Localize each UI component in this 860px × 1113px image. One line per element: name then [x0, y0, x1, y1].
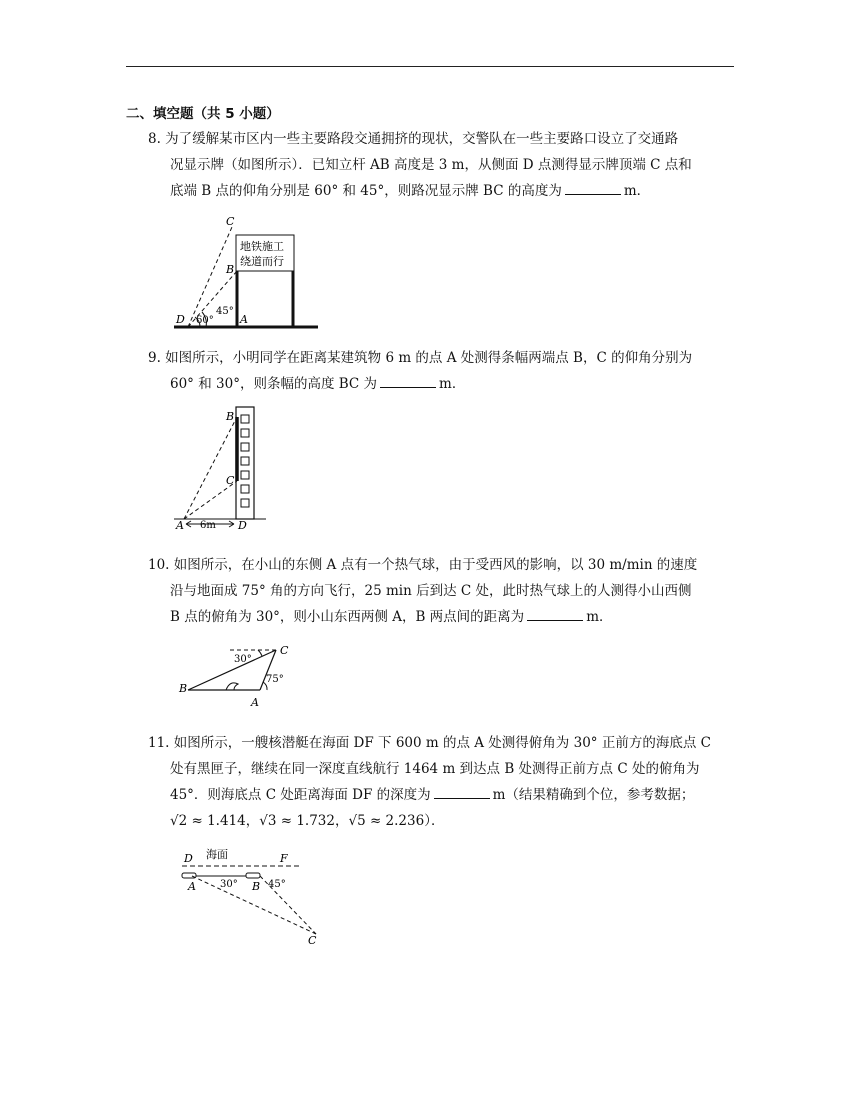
label-angle-45: 45°: [268, 879, 286, 890]
label-angle-45: 45°: [216, 306, 234, 317]
figure-q9: [170, 403, 270, 533]
question-9: [148, 345, 736, 397]
label-a: A: [251, 696, 259, 709]
answer-blank-q11[interactable]: [434, 786, 490, 799]
header-rule: [126, 66, 734, 67]
q8-line3-unit: m．: [623, 183, 651, 199]
label-b: B: [179, 682, 188, 695]
label-b: B: [226, 263, 235, 276]
q9-line2-unit: m．: [439, 376, 466, 392]
label-b: B: [226, 410, 235, 423]
sign-text-2: 绕道而行: [240, 255, 284, 268]
question-11: [148, 730, 736, 834]
q10-line3-text: B 点的俯角为 30°，则小山东西两侧 A，B 两点间的距离为: [170, 609, 525, 625]
figure-q11: [178, 846, 317, 951]
label-c: C: [226, 215, 235, 228]
label-d: D: [238, 519, 247, 532]
label-c: C: [226, 474, 235, 487]
q11-line4: √2 ≈ 1.414，√3 ≈ 1.732，√5 ≈ 2.236）．: [170, 813, 445, 829]
label-d: D: [176, 313, 185, 326]
hill-shape: [226, 683, 238, 690]
sightline-ab: [184, 417, 237, 519]
q11-line3: [148, 782, 736, 808]
label-a: A: [240, 313, 248, 326]
q10-line3: [148, 604, 736, 630]
label-b: B: [252, 880, 261, 893]
q9-line2-text: 60° 和 30°，则条幅的高度 BC 为: [170, 376, 378, 392]
label-a: A: [176, 519, 184, 532]
q10-line1: 10. 如图所示，在小山的东侧 A 点有一个热气球，由于受西风的影响，以 30 m/min 的速度: [148, 557, 698, 573]
answer-blank-q9[interactable]: [380, 375, 436, 388]
label-f: F: [280, 852, 288, 865]
q8-line1: 8. 为了缓解某市区内一些主要路段交通拥挤的现状，交警队在一些主要路口设立了交通路: [148, 131, 679, 147]
q9-line1: 9. 如图所示，小明同学在距离某建筑物 6 m 的点 A 处测得条幅两端点 B，C 的仰角分别为: [148, 350, 693, 366]
q9-line2: [148, 371, 736, 397]
figure-q10: [178, 642, 303, 712]
label-angle-60: 60°: [196, 315, 214, 326]
q10-line2: 沿与地面成 75° 角的方向飞行，25 min 后到达 C 处，此时热气球上的人测得小山西侧: [170, 583, 692, 599]
q11-line1: 11. 如图所示，一艘核潜艇在海面 DF 下 600 m 的点 A 处测得俯角为 30° 正前方的海底点 C: [148, 735, 711, 751]
label-angle-75: 75°: [266, 674, 284, 685]
q11-line3-text: 45°．则海底点 C 处距离海面 DF 的深度为: [170, 787, 431, 803]
q8-line3-text: 底端 B 点的仰角分别是 60° 和 45°，则路况显示牌 BC 的高度为: [170, 183, 562, 199]
q11-line2: 处有黑匣子，继续在同一深度直线航行 1464 m 到达点 B 处测得正前方点 C 处的俯角为: [170, 761, 700, 777]
label-a: A: [188, 880, 196, 893]
label-sea: 海面: [206, 848, 228, 861]
label-d: D: [184, 852, 193, 865]
answer-blank-q8[interactable]: [565, 182, 621, 195]
question-10: [148, 552, 736, 630]
label-c: C: [280, 644, 289, 657]
q11-line3-unit: m（结果精确到个位，参考数据；: [492, 787, 695, 803]
q8-line3: [148, 178, 736, 204]
submarine-b: [246, 873, 260, 878]
label-angle-30: 30°: [234, 654, 252, 665]
angle-arc-30: [258, 650, 262, 656]
figure-q8: [170, 215, 330, 335]
section-title: 二、填空题（共 5 小题）: [126, 106, 280, 122]
label-distance: 6m: [200, 520, 216, 531]
q10-line3-unit: m．: [586, 609, 613, 625]
question-8: [148, 126, 736, 204]
label-angle-30: 30°: [220, 879, 238, 890]
label-c: C: [308, 934, 317, 947]
q8-line2: 况显示牌（如图所示）．已知立杆 AB 高度是 3 m，从侧面 D 点测得显示牌顶端 C 点和: [170, 157, 692, 173]
answer-blank-q10[interactable]: [527, 608, 583, 621]
sign-text-1: 地铁施工: [240, 240, 284, 253]
